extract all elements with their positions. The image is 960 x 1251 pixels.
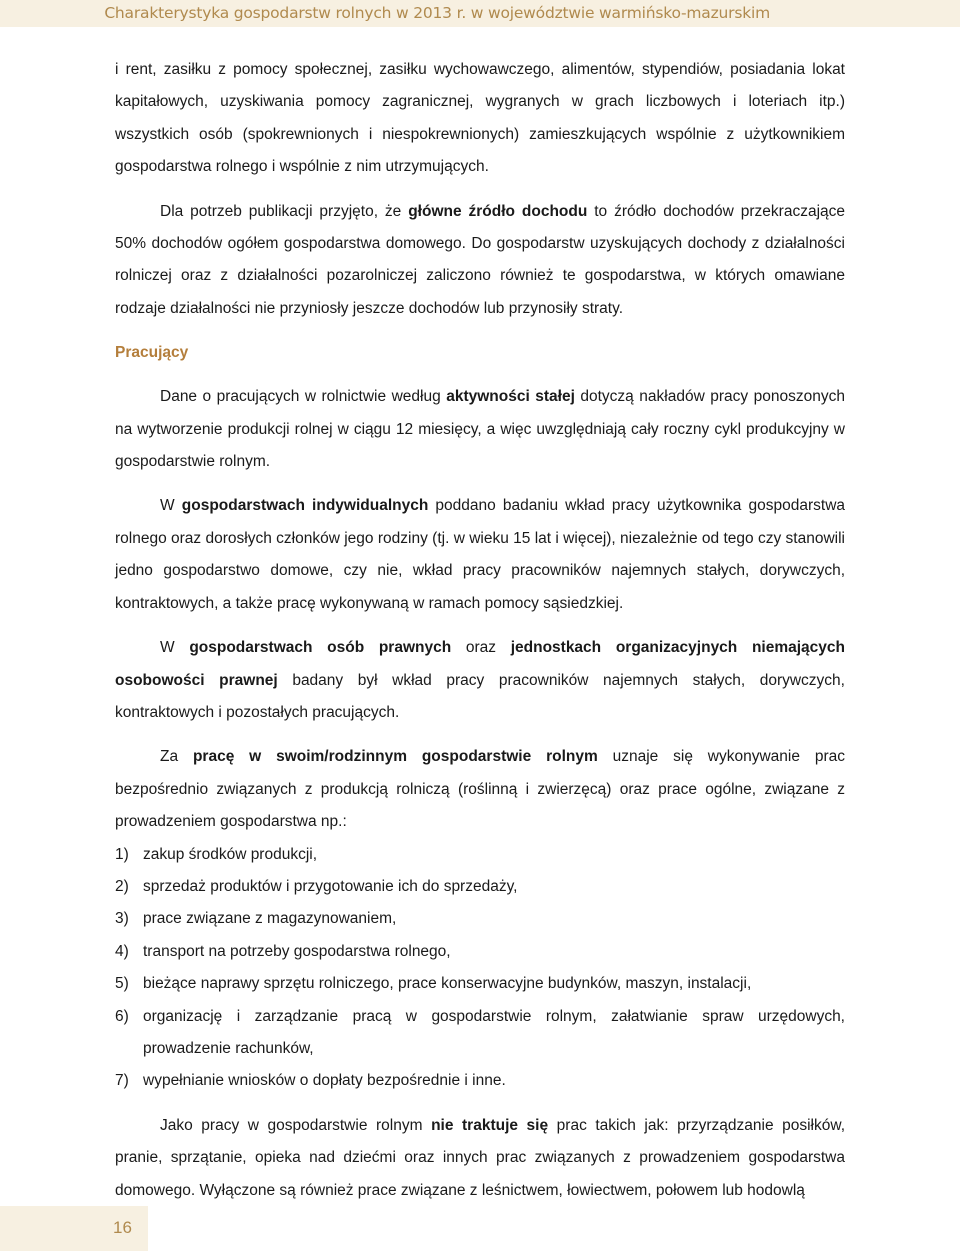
- document-body: [115, 54, 845, 1219]
- list-item: 7) wypełnianie wniosków o dopłaty bezpośrednie i inne.: [115, 1072, 506, 1090]
- paragraph-working-data: Dane o pracujących w rolnictwie według aktywności stałej dotyczą nakładów pracy ponoszonych na wytworzenie produkcji rolnej w ciągu 12 miesięcy, a więc uwzględniają cały roczny cykl produkcyjny w gospodarstwie rolnym.: [115, 388, 845, 471]
- page-header: [0, 0, 960, 27]
- section-heading-pracujacy: Pracujący: [115, 344, 189, 362]
- paragraph-farm-work-definition: Za pracę w swoim/rodzinnym gospodarstwie rolnym uznaje się wykonywanie prac bezpośrednio związanych z produkcją rolniczą (roślinną i zwierzęcą) oraz prace ogólne, związane z prowadzeniem gospodarstwa np.:: [115, 748, 845, 831]
- term-permanent-activity: aktywności stałej: [446, 388, 575, 406]
- list-item: 1) zakup środków produkcji,: [115, 845, 318, 863]
- paragraph-excluded-work: Jako pracy w gospodarstwie rolnym nie traktuje się prac takich jak: przyrządzanie posiłków, pranie, sprzątanie, opieka nad dziećmi oraz innych prac związanych z prowadzeniem gospodarstwa domowego. Wyłączone są również prace związane z leśnictwem, łowiectwem, połowem lub hodowlą: [115, 1116, 846, 1199]
- term-not-treated: nie traktuje się: [431, 1116, 549, 1134]
- list-item: 2) sprzedaż produktów i przygotowanie ich do sprzedaży,: [115, 877, 518, 895]
- list-item: 5) bieżące naprawy sprzętu rolniczego, prace konserwacyjne budynków, maszyn, instalacji,: [115, 975, 752, 993]
- header-title: Charakterystyka gospodarstw rolnych w 2013 r. w województwie warmińsko-mazurskim: [104, 4, 770, 22]
- term-individual-farms: gospodarstwach indywidualnych: [181, 497, 429, 515]
- page-number: 16: [113, 1218, 132, 1237]
- term-farm-work: pracę w swoim/rodzinnym gospodarstwie rolnym: [192, 748, 598, 766]
- page-number-box: [0, 1206, 148, 1251]
- list-item: 4) transport na potrzeby gospodarstwa rolnego,: [115, 942, 451, 960]
- paragraph-income-sources: i rent, zasiłku z pomocy społecznej, zasiłku wychowawczego, alimentów, stypendiów, posiadania lokat kapitałowych, uzyskiwania pomocy zagranicznej, wygranych w grach liczbowych i loteriach itp.) wszystkich osób (spokrewnionych i niespokrewnionych) zamieszkujących wspólnie z użytkownikiem gospodarstwa rolnego i wspólnie z nim utrzymujących.: [115, 61, 845, 176]
- paragraph-main-income-source: Dla potrzeb publikacji przyjęto, że główne źródło dochodu to źródło dochodów przekraczające 50% dochodów ogółem gospodarstwa domowego. Do gospodarstw uzyskujących dochody z działalności rolniczej oraz z działalności pozarolniczej zaliczono również te gospodarstwa, w których omawiane rodzaje działalności nie przyniosły jeszcze dochodów lub przynosiły straty.: [115, 202, 845, 317]
- list-item: 6) organizację i zarządzanie pracą w gospodarstwie rolnym, załatwianie spraw urzędowych, prowadzenie rachunków,: [115, 1007, 845, 1057]
- term-organizational-units: jednostkach organizacyjnych niemających osobowości prawnej: [115, 639, 846, 689]
- farm-work-list: [115, 839, 845, 1098]
- term-legal-persons-farms: gospodarstwach osób prawnych: [189, 639, 452, 657]
- paragraph-legal-entities: W gospodarstwach osób prawnych oraz jednostkach organizacyjnych niemających osobowości prawnej badany był wkład pracy pracowników najemnych stałych, dorywczych, kontraktowych i pozostałych pracujących.: [115, 639, 846, 721]
- paragraph-individual-farms: W gospodarstwach indywidualnych poddano badaniu wkład pracy użytkownika gospodarstwa rolnego oraz dorosłych członków jego rodziny (tj. w wieku 15 lat i więcej), niezależnie od tego czy stanowili jedno gospodarstwo domowe, czy nie, wkład pracy pracowników najemnych stałych, dorywczych, kontraktowych, a także pracę wykonywaną w ramach pomocy sąsiedzkiej.: [115, 497, 846, 612]
- term-main-income-source: główne źródło dochodu: [408, 202, 588, 220]
- list-item: 3) prace związane z magazynowaniem,: [115, 910, 397, 928]
